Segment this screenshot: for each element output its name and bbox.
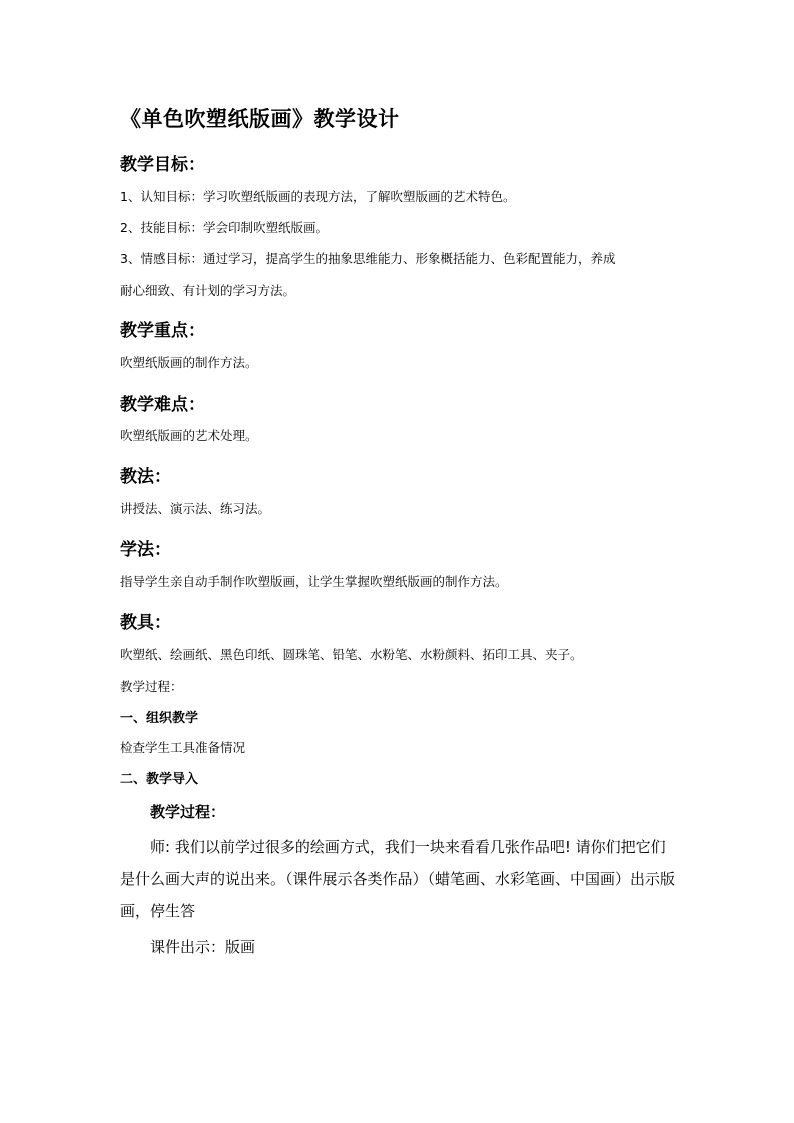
objective-item: 1、认知目标：学习吹塑纸版画的表现方法，了解吹塑版画的艺术特色。	[120, 189, 516, 204]
section-2-paragraph: 师: 我们以前学过很多的绘画方式，我们一块来看看几张作品吧! 请你们把它们是什么画大声的说出来。（课件展示各类作品）（蜡笔画、水彩笔画、中国画）出示版画，停生答	[120, 838, 676, 920]
section-1-text: 检查学生工具准备情况	[120, 740, 246, 755]
learning-methods-heading: 学法：	[120, 540, 171, 560]
section-1-heading: 一、组织教学	[120, 711, 199, 726]
key-points-text: 吹塑纸版画的制作方法。	[120, 355, 258, 370]
difficulties-heading: 教学难点：	[120, 395, 205, 415]
key-points-heading: 教学重点：	[120, 321, 205, 341]
tools-text: 吹塑纸、绘画纸、黑色印纸、圆珠笔、铅笔、水粉笔、水粉颜料、拓印工具、夹子。	[120, 647, 583, 662]
document-title: 《单色吹塑纸版画》教学设计	[120, 106, 400, 131]
objectives-heading: 教学目标：	[120, 155, 205, 175]
difficulties-text: 吹塑纸版画的艺术处理。	[120, 428, 258, 443]
teaching-methods-text: 讲授法、演示法、练习法。	[120, 501, 271, 516]
objective-item: 耐心细致、有计划的学习方法。	[120, 283, 296, 298]
objective-item: 2、技能目标：学会印制吹塑纸版画。	[120, 220, 328, 235]
process-label: 教学过程：	[120, 679, 183, 694]
learning-methods-text: 指导学生亲自动手制作吹塑版画，让学生掌握吹塑纸版画的制作方法。	[120, 574, 508, 589]
tools-heading: 教具：	[120, 613, 171, 633]
section-2-heading: 二、教学导入	[120, 772, 199, 787]
objective-item: 3、情感目标：通过学习，提高学生的抽象思维能力、形象概括能力、色彩配置能力，养成	[120, 251, 616, 266]
teaching-methods-heading: 教法：	[120, 467, 171, 487]
courseware-text: 课件出示：版画	[150, 938, 256, 956]
section-2-subheading: 教学过程：	[150, 803, 226, 821]
